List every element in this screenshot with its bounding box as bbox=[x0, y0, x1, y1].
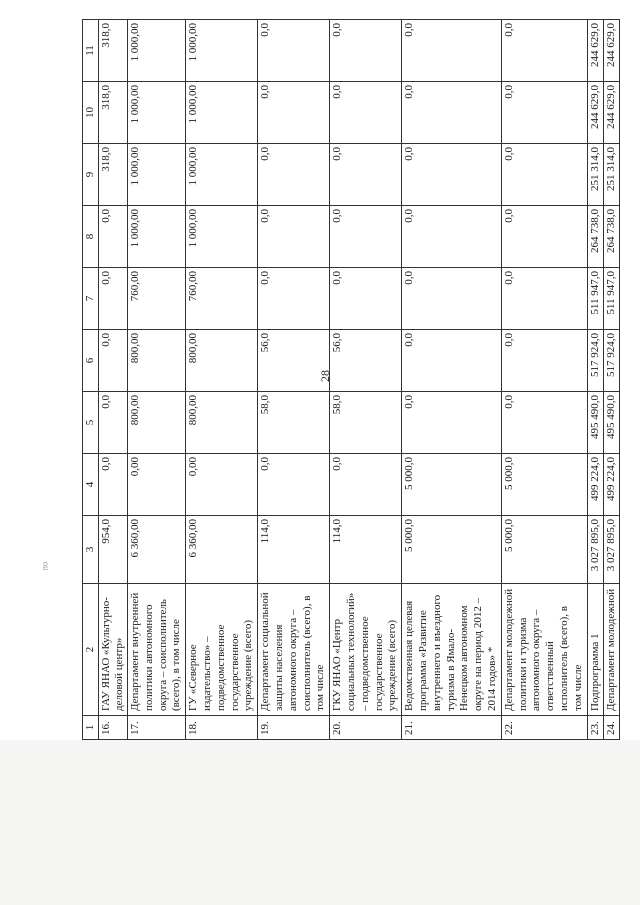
table-row bbox=[501, 20, 587, 740]
cell-c3: 114,0 bbox=[258, 516, 330, 584]
cell-c8: 0,0 bbox=[501, 206, 587, 268]
cell-c6: 517 924,0 bbox=[603, 330, 619, 392]
margin-mark: no bbox=[39, 561, 50, 571]
cell-c8: 264 738,0 bbox=[603, 206, 619, 268]
cell-c5: 58,0 bbox=[330, 392, 402, 454]
row-name: ГКУ ЯНАО «Центр социальных технологий» – подведомственное государственное учреждение (всего) bbox=[330, 584, 402, 716]
cell-c11: 244 629,0 bbox=[587, 20, 603, 82]
cell-c11: 0,0 bbox=[402, 20, 502, 82]
row-number: 19. bbox=[258, 716, 330, 740]
cell-c5: 0,0 bbox=[402, 392, 502, 454]
cell-c4: 0,0 bbox=[258, 454, 330, 516]
cell-c3: 6 360,00 bbox=[128, 516, 186, 584]
cell-c8: 1 000,00 bbox=[186, 206, 258, 268]
cell-c4: 0,00 bbox=[186, 454, 258, 516]
cell-c4: 0,0 bbox=[99, 454, 128, 516]
row-number: 22. bbox=[501, 716, 587, 740]
cell-c5: 800,00 bbox=[128, 392, 186, 454]
cell-c10: 0,0 bbox=[330, 82, 402, 144]
cell-c4: 499 224,0 bbox=[603, 454, 619, 516]
col-header: 2 bbox=[83, 584, 99, 716]
row-number: 23. bbox=[587, 716, 603, 740]
rotated-table-wrapper bbox=[82, 20, 617, 740]
cell-c7: 760,00 bbox=[186, 268, 258, 330]
table-row bbox=[587, 20, 603, 740]
cell-c8: 0,0 bbox=[330, 206, 402, 268]
table-row bbox=[128, 20, 186, 740]
row-number: 21. bbox=[402, 716, 502, 740]
cell-c11: 244 629,0 bbox=[603, 20, 619, 82]
cell-c10: 0,0 bbox=[402, 82, 502, 144]
cell-c3: 5 000,0 bbox=[402, 516, 502, 584]
row-name: Департамент социальной защиты населения автономного округа – соисполнитель (всего), в том числе bbox=[258, 584, 330, 716]
cell-c11: 0,0 bbox=[501, 20, 587, 82]
cell-c7: 0,0 bbox=[99, 268, 128, 330]
cell-c5: 495 490,0 bbox=[603, 392, 619, 454]
col-header: 9 bbox=[83, 144, 99, 206]
cell-c8: 0,0 bbox=[402, 206, 502, 268]
col-header: 1 bbox=[83, 716, 99, 740]
cell-c10: 244 629,0 bbox=[587, 82, 603, 144]
cell-c8: 0,0 bbox=[99, 206, 128, 268]
row-name: Департамент молодежной bbox=[603, 584, 619, 716]
cell-c4: 5 000,0 bbox=[402, 454, 502, 516]
col-header: 5 bbox=[83, 392, 99, 454]
cell-c9: 1 000,00 bbox=[128, 144, 186, 206]
cell-c11: 1 000,00 bbox=[186, 20, 258, 82]
cell-c4: 0,0 bbox=[330, 454, 402, 516]
cell-c4: 499 224,0 bbox=[587, 454, 603, 516]
col-header: 3 bbox=[83, 516, 99, 584]
table-row bbox=[603, 20, 619, 740]
cell-c7: 760,00 bbox=[128, 268, 186, 330]
cell-c11: 0,0 bbox=[330, 20, 402, 82]
cell-c5: 0,0 bbox=[501, 392, 587, 454]
cell-c6: 0,0 bbox=[501, 330, 587, 392]
cell-c5: 0,0 bbox=[99, 392, 128, 454]
cell-c8: 264 738,0 bbox=[587, 206, 603, 268]
cell-c8: 1 000,00 bbox=[128, 206, 186, 268]
cell-c5: 58,0 bbox=[258, 392, 330, 454]
table-row bbox=[186, 20, 258, 740]
cell-c10: 0,0 bbox=[501, 82, 587, 144]
cell-c10: 244 629,0 bbox=[603, 82, 619, 144]
row-name: ГАУ ЯНАО «Культурно-деловой центр» bbox=[99, 584, 128, 716]
budget-table bbox=[82, 19, 620, 740]
col-header: 4 bbox=[83, 454, 99, 516]
cell-c9: 1 000,00 bbox=[186, 144, 258, 206]
cell-c10: 318,0 bbox=[99, 82, 128, 144]
cell-c4: 5 000,0 bbox=[501, 454, 587, 516]
cell-c10: 1 000,00 bbox=[128, 82, 186, 144]
row-number: 16. bbox=[99, 716, 128, 740]
cell-c7: 0,0 bbox=[330, 268, 402, 330]
cell-c7: 511 947,0 bbox=[587, 268, 603, 330]
col-header: 10 bbox=[83, 82, 99, 144]
table-header-row bbox=[83, 20, 99, 740]
cell-c11: 0,0 bbox=[258, 20, 330, 82]
cell-c4: 0,00 bbox=[128, 454, 186, 516]
col-header: 6 bbox=[83, 330, 99, 392]
cell-c8: 0,0 bbox=[258, 206, 330, 268]
table-row bbox=[258, 20, 330, 740]
row-name: Департамент молодежной политики и туризма автономного округа – ответственный исполнитель (всего), в том числе bbox=[501, 584, 587, 716]
cell-c9: 0,0 bbox=[402, 144, 502, 206]
cell-c9: 0,0 bbox=[501, 144, 587, 206]
row-name: Подпрограмма 1 bbox=[587, 584, 603, 716]
cell-c3: 6 360,00 bbox=[186, 516, 258, 584]
col-header: 8 bbox=[83, 206, 99, 268]
cell-c9: 0,0 bbox=[330, 144, 402, 206]
cell-c9: 251 314,0 bbox=[603, 144, 619, 206]
cell-c5: 495 490,0 bbox=[587, 392, 603, 454]
col-header: 7 bbox=[83, 268, 99, 330]
row-number: 24. bbox=[603, 716, 619, 740]
row-number: 17. bbox=[128, 716, 186, 740]
row-number: 20. bbox=[330, 716, 402, 740]
cell-c6: 800,00 bbox=[186, 330, 258, 392]
cell-c11: 1 000,00 bbox=[128, 20, 186, 82]
row-name: Ведомственная целевая программа «Развитие внутреннего и въездного туризма в Ямало-Ненецком автономном округе на период 2012 – 2014 годов» * bbox=[402, 584, 502, 716]
table-row bbox=[330, 20, 402, 740]
cell-c6: 0,0 bbox=[99, 330, 128, 392]
cell-c10: 0,0 bbox=[258, 82, 330, 144]
cell-c6: 56,0 bbox=[258, 330, 330, 392]
cell-c3: 954,0 bbox=[99, 516, 128, 584]
table-row bbox=[402, 20, 502, 740]
cell-c9: 318,0 bbox=[99, 144, 128, 206]
cell-c10: 1 000,00 bbox=[186, 82, 258, 144]
col-header: 11 bbox=[83, 20, 99, 82]
cell-c9: 251 314,0 bbox=[587, 144, 603, 206]
cell-c3: 114,0 bbox=[330, 516, 402, 584]
cell-c6: 800,00 bbox=[128, 330, 186, 392]
page-number: 28 bbox=[318, 370, 332, 382]
cell-c6: 56,0 bbox=[330, 330, 402, 392]
cell-c6: 0,0 bbox=[402, 330, 502, 392]
cell-c6: 517 924,0 bbox=[587, 330, 603, 392]
row-number: 18. bbox=[186, 716, 258, 740]
cell-c7: 0,0 bbox=[402, 268, 502, 330]
table-row bbox=[99, 20, 128, 740]
cell-c7: 0,0 bbox=[258, 268, 330, 330]
cell-c7: 0,0 bbox=[501, 268, 587, 330]
cell-c7: 511 947,0 bbox=[603, 268, 619, 330]
cell-c11: 318,0 bbox=[99, 20, 128, 82]
cell-c5: 800,00 bbox=[186, 392, 258, 454]
cell-c3: 5 000,0 bbox=[501, 516, 587, 584]
cell-c3: 3 027 895,0 bbox=[603, 516, 619, 584]
row-name: Департамент внутренней политики автономного округа – соисполнитель (всего), в том числе bbox=[128, 584, 186, 716]
cell-c9: 0,0 bbox=[258, 144, 330, 206]
row-name: ГУ «Северное издательство» – подведомственное государственное учреждение (всего) bbox=[186, 584, 258, 716]
cell-c3: 3 027 895,0 bbox=[587, 516, 603, 584]
